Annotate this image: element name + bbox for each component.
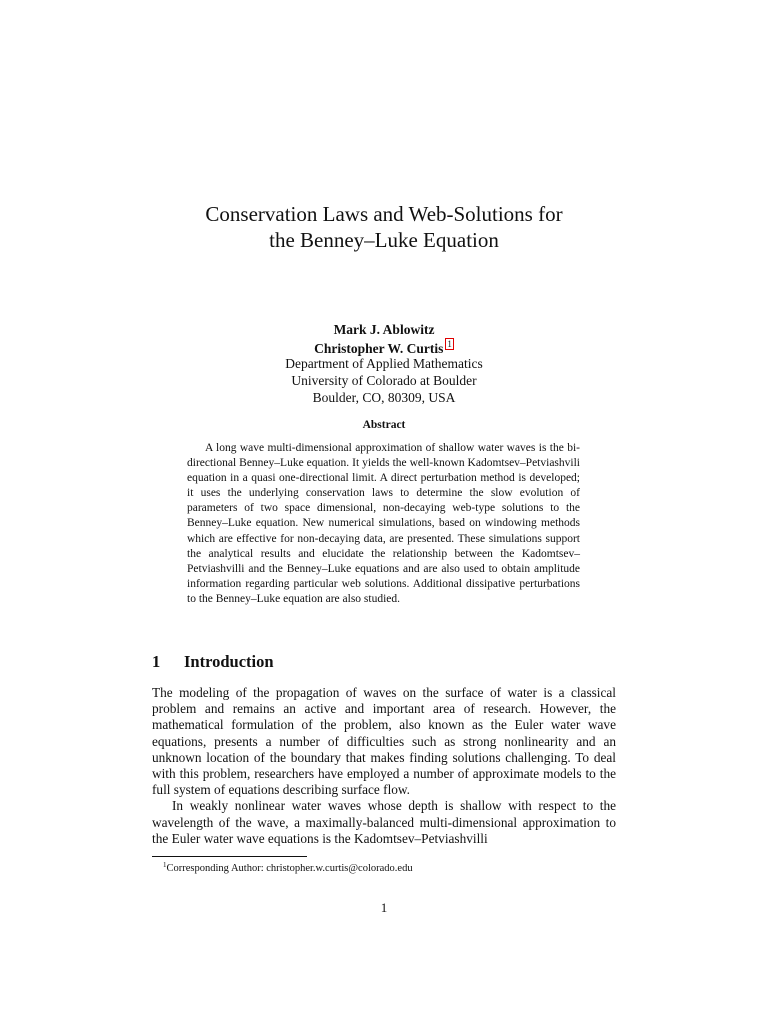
paper-title-line-1: Conservation Laws and Web-Solutions for bbox=[205, 202, 563, 226]
footnote bbox=[163, 859, 413, 875]
abstract-heading: Abstract bbox=[362, 419, 406, 431]
affiliation-university: University of Colorado at Boulder bbox=[291, 373, 477, 388]
intro-paragraph-1: The modeling of the propagation of waves on the surface of water is a classical problem and remains an active and important area of research. However, the mathematical formulation of the problem, also known as the Euler water wave equations, presents a number of difficulties such as strong nonlinearity and an unknown location of the boundary that makes finding solutions challenging. To deal with this problem, researchers have employed a number of approximate models to the full system of equations describing surface flow. bbox=[152, 685, 616, 798]
footnote-text: Corresponding Author: christopher.w.curtis@colorado.edu bbox=[166, 863, 413, 874]
introduction-body bbox=[152, 685, 616, 847]
author-name-1: Mark J. Ablowitz bbox=[333, 322, 435, 337]
page-number: 1 bbox=[380, 900, 388, 915]
affiliation-department: Department of Applied Mathematics bbox=[285, 356, 483, 371]
section-heading bbox=[152, 652, 274, 672]
intro-paragraph-2: In weakly nonlinear water waves whose depth is shallow with respect to the wavelength of the wave, a maximally-balanced multi-dimensional approximation to the Euler water wave equations is the Kadomtsev–Petviashvilli bbox=[152, 798, 616, 846]
paper-title-line-2: the Benney–Luke Equation bbox=[269, 228, 499, 252]
section-title: Introduction bbox=[184, 652, 274, 671]
author-name-2: Christopher W. Curtis bbox=[314, 341, 444, 356]
affiliation-address: Boulder, CO, 80309, USA bbox=[312, 390, 456, 405]
footnote-link[interactable]: 1 bbox=[447, 339, 452, 349]
abstract-body bbox=[187, 441, 580, 607]
footnote-rule bbox=[152, 856, 307, 857]
abstract-text: A long wave multi-dimensional approximation of shallow water waves is the bi-directional Benney–Luke equation. It yields the well-known Kadomtsev–Petviashvili equation in a quasi one-directional limit. A direct perturbation method is developed; it uses the underlying conservation laws to determine the slow evolution of parameters of two space dimensional, non-decaying web-type solutions to the Benney–Luke equation. New numerical simulations, based on windowing methods which are effective for non-decaying data, are presented. These simulations support the analytical results and elucidate the relationship between the Kadomtsev–Petviashvilli and the Benney–Luke equations and are also used to obtain amplitude information regarding particular web solutions. Additional dissipative perturbations to the Benney–Luke equation are also studied. bbox=[187, 442, 580, 605]
footnote-marker: 1 bbox=[163, 861, 167, 869]
section-number: 1 bbox=[152, 652, 161, 671]
